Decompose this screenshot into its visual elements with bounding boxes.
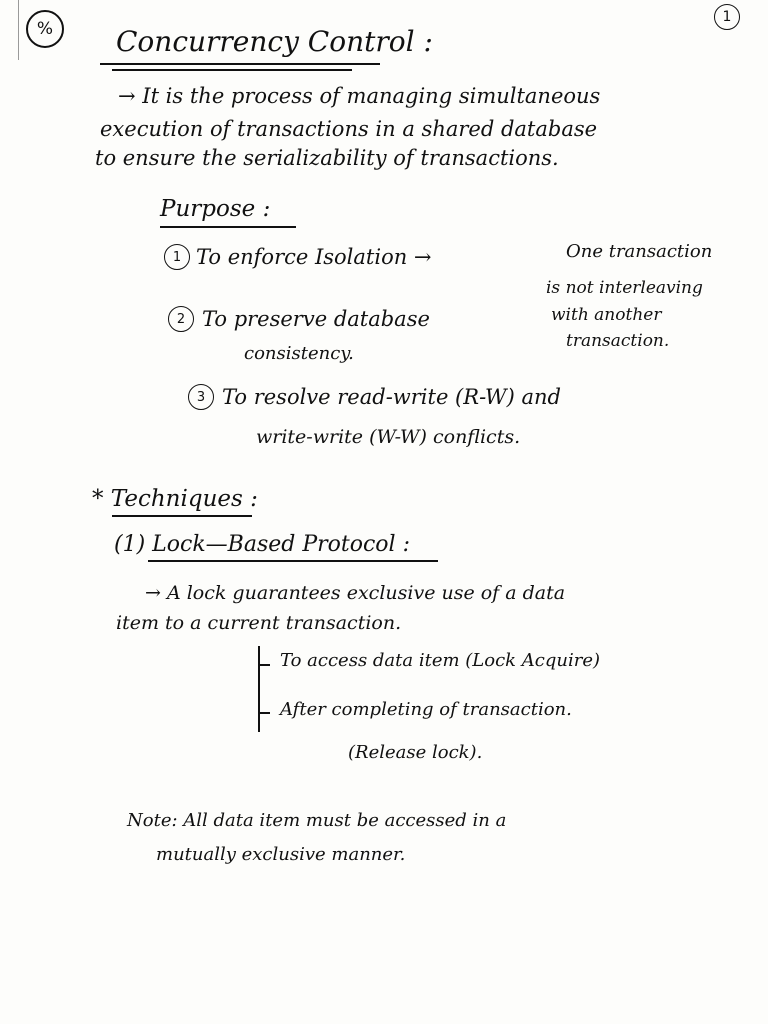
lock-def-line-2: item to a current transaction.	[116, 612, 402, 634]
purpose-number-3: 3	[188, 384, 214, 410]
purpose-item-1-note-3: with another	[551, 305, 662, 325]
title-underline	[100, 63, 380, 65]
branch-tick-1	[258, 664, 270, 666]
purpose-item-1-note-4: transaction.	[566, 331, 670, 351]
purpose-item-2-line-1: To preserve database	[202, 307, 430, 331]
lock-branch-release: After completing of transaction.	[280, 699, 572, 720]
purpose-item-1-note-2: is not interleaving	[546, 278, 703, 298]
purpose-item-1-note-1: One transaction	[566, 241, 713, 262]
purpose-item-2-line-2: consistency.	[244, 343, 354, 364]
note-line-1: Note: All data item must be accessed in a	[127, 810, 507, 831]
page-number: 1	[714, 4, 740, 30]
page-title: Concurrency Control :	[116, 25, 433, 58]
definition-line-1: → It is the process of managing simultaneous	[118, 84, 601, 108]
techniques-heading: * Techniques :	[92, 486, 258, 512]
purpose-item-1-text: To enforce Isolation →	[196, 245, 432, 269]
lock-branch-acquire: To access data item (Lock Acquire)	[280, 650, 601, 671]
lock-branch-release-note: (Release lock).	[348, 742, 483, 763]
definition-line-2: execution of transactions in a shared database	[100, 117, 598, 141]
note-line-2: mutually exclusive manner.	[156, 844, 406, 865]
lock-based-underline	[148, 560, 438, 562]
purpose-number-1: 1	[164, 244, 190, 270]
title-underline-second	[112, 69, 352, 71]
lock-def-line-1: → A lock guarantees exclusive use of a data	[145, 582, 566, 604]
branch-bracket	[258, 646, 260, 732]
purpose-heading: Purpose :	[160, 196, 271, 222]
purpose-item-3-line-2: write-write (W-W) conflicts.	[256, 426, 521, 448]
techniques-underline	[112, 515, 252, 517]
lock-based-heading: (1) Lock—Based Protocol :	[114, 532, 410, 557]
branch-tick-2	[258, 712, 270, 714]
definition-line-3: to ensure the serializability of transactions.	[95, 146, 559, 170]
corner-mark: %	[26, 10, 64, 48]
purpose-underline	[160, 226, 296, 228]
page-margin-line	[18, 0, 19, 60]
purpose-number-2: 2	[168, 306, 194, 332]
purpose-item-3-line-1: To resolve read-write (R-W) and	[222, 385, 561, 409]
